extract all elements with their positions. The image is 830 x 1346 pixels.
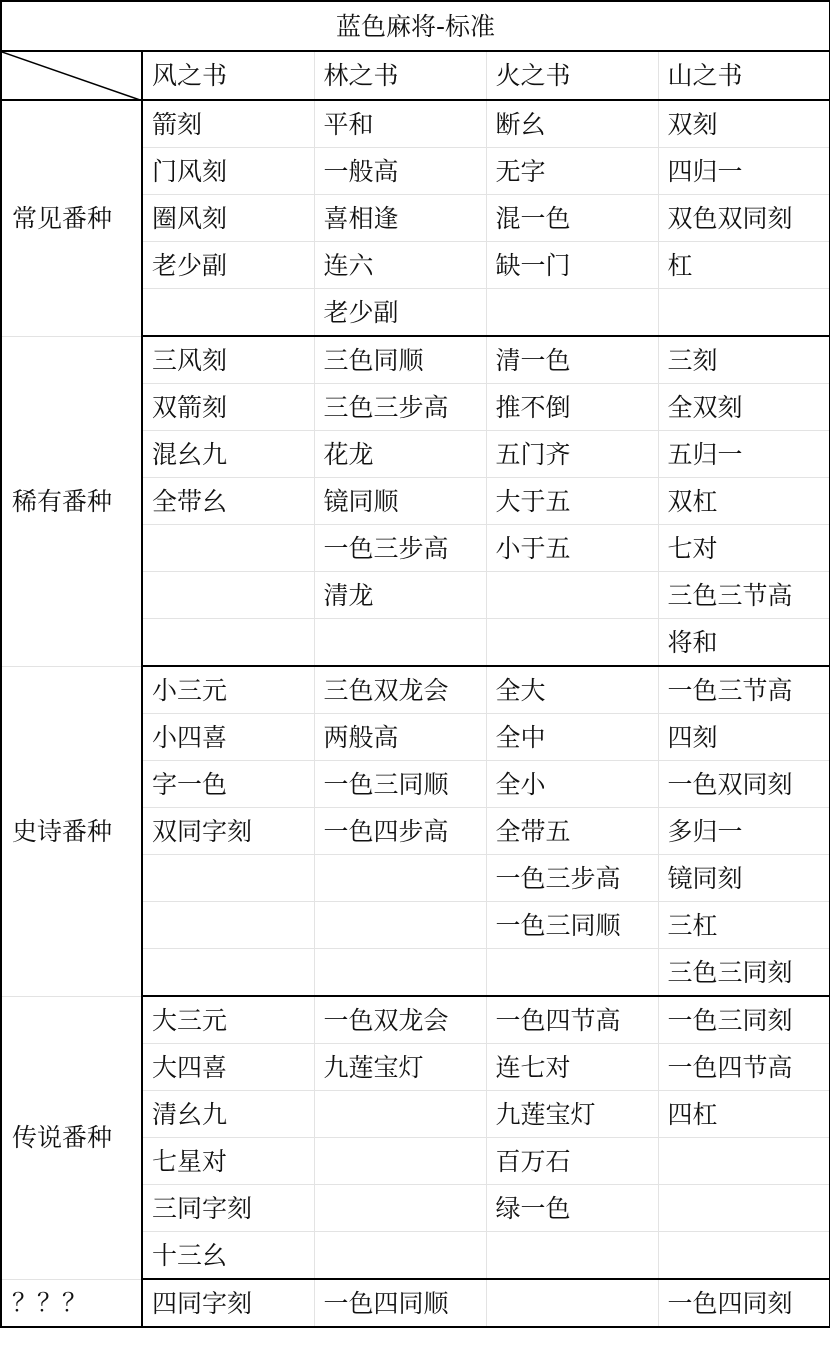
category-label: 常见番种 <box>1 100 142 336</box>
fan-cell <box>314 855 486 902</box>
fan-cell: 全中 <box>486 714 658 761</box>
fan-cell: 一般高 <box>314 148 486 195</box>
diagonal-divider <box>2 52 142 100</box>
fan-cell: 杠 <box>658 242 830 289</box>
fan-cell <box>658 1185 830 1232</box>
fan-cell: 喜相逢 <box>314 195 486 242</box>
fan-cell: 九莲宝灯 <box>314 1044 486 1091</box>
fan-cell <box>486 572 658 619</box>
fan-cell: 双刻 <box>658 100 830 148</box>
category-label: 传说番种 <box>1 996 142 1279</box>
fan-cell: 双同字刻 <box>142 808 314 855</box>
fan-cell <box>314 1185 486 1232</box>
fan-cell: 清龙 <box>314 572 486 619</box>
fan-cell: 全大 <box>486 666 658 714</box>
fan-cell: 一色四同刻 <box>658 1279 830 1327</box>
fan-cell <box>658 1138 830 1185</box>
fan-cell: 老少副 <box>142 242 314 289</box>
fan-cell: 三杠 <box>658 902 830 949</box>
fan-cell <box>142 525 314 572</box>
fan-cell: 混幺九 <box>142 431 314 478</box>
fan-cell: 一色三同顺 <box>314 761 486 808</box>
fan-cell: 断幺 <box>486 100 658 148</box>
fan-cell: 三色三节高 <box>658 572 830 619</box>
title-row <box>1 1 830 51</box>
fan-cell: 镜同顺 <box>314 478 486 525</box>
fan-cell: 两般高 <box>314 714 486 761</box>
fan-cell: 大于五 <box>486 478 658 525</box>
fan-cell <box>314 1091 486 1138</box>
fan-cell: 七对 <box>658 525 830 572</box>
fan-cell: 七星对 <box>142 1138 314 1185</box>
fan-cell <box>142 902 314 949</box>
fan-cell: 清一色 <box>486 336 658 384</box>
table-row <box>1 100 830 148</box>
fan-cell: 一色四节高 <box>658 1044 830 1091</box>
fan-cell <box>142 619 314 667</box>
fan-cell: 一色三步高 <box>486 855 658 902</box>
fan-cell <box>142 949 314 997</box>
column-header-4: 山之书 <box>658 51 830 100</box>
table-row <box>1 666 830 714</box>
fan-cell: 花龙 <box>314 431 486 478</box>
fan-cell <box>486 949 658 997</box>
fan-cell: 四同字刻 <box>142 1279 314 1327</box>
fan-cell: 门风刻 <box>142 148 314 195</box>
fan-cell: 四归一 <box>658 148 830 195</box>
fan-cell: 镜同刻 <box>658 855 830 902</box>
header-row <box>1 51 830 100</box>
fan-cell: 一色三步高 <box>314 525 486 572</box>
fan-cell: 三色三同刻 <box>658 949 830 997</box>
fan-cell: 全小 <box>486 761 658 808</box>
fan-cell: 四杠 <box>658 1091 830 1138</box>
fan-cell <box>486 1232 658 1280</box>
table-row <box>1 996 830 1044</box>
fan-cell: 一色三同顺 <box>486 902 658 949</box>
fan-cell <box>142 572 314 619</box>
fan-cell: 一色四步高 <box>314 808 486 855</box>
fan-cell: 三色同顺 <box>314 336 486 384</box>
fan-cell: 小三元 <box>142 666 314 714</box>
fan-cell: 小于五 <box>486 525 658 572</box>
corner-cell <box>1 51 142 100</box>
fan-cell: 绿一色 <box>486 1185 658 1232</box>
fan-cell: 全带五 <box>486 808 658 855</box>
fan-cell: 五归一 <box>658 431 830 478</box>
fan-cell <box>486 289 658 337</box>
fan-cell: 圈风刻 <box>142 195 314 242</box>
fan-cell: 箭刻 <box>142 100 314 148</box>
fan-cell: 三同字刻 <box>142 1185 314 1232</box>
fan-cell: 连六 <box>314 242 486 289</box>
fan-cell: 一色四节高 <box>486 996 658 1044</box>
fan-cell: 清幺九 <box>142 1091 314 1138</box>
column-header-1: 风之书 <box>142 51 314 100</box>
column-header-3: 火之书 <box>486 51 658 100</box>
fan-cell: 全双刻 <box>658 384 830 431</box>
fan-cell: 九莲宝灯 <box>486 1091 658 1138</box>
fan-cell <box>314 1232 486 1280</box>
fan-cell <box>314 1138 486 1185</box>
fan-cell: 一色四同顺 <box>314 1279 486 1327</box>
fan-cell: 缺一门 <box>486 242 658 289</box>
fan-cell: 十三幺 <box>142 1232 314 1280</box>
fan-cell: 一色三同刻 <box>658 996 830 1044</box>
table-row <box>1 1279 830 1327</box>
fan-cell: 将和 <box>658 619 830 667</box>
category-label: 稀有番种 <box>1 336 142 666</box>
fan-cell: 双箭刻 <box>142 384 314 431</box>
fan-cell: 四刻 <box>658 714 830 761</box>
fan-cell: 百万石 <box>486 1138 658 1185</box>
fan-cell: 推不倒 <box>486 384 658 431</box>
fan-cell: 三色三步高 <box>314 384 486 431</box>
fan-cell: 平和 <box>314 100 486 148</box>
fan-cell <box>486 1279 658 1327</box>
category-label: 史诗番种 <box>1 666 142 996</box>
fan-cell: 一色三节高 <box>658 666 830 714</box>
fan-cell: 无字 <box>486 148 658 195</box>
fan-cell <box>658 289 830 337</box>
fan-cell: 连七对 <box>486 1044 658 1091</box>
table-row <box>1 336 830 384</box>
fan-cell <box>314 949 486 997</box>
fan-cell: 大四喜 <box>142 1044 314 1091</box>
fan-cell: 全带幺 <box>142 478 314 525</box>
fan-cell: 大三元 <box>142 996 314 1044</box>
category-label: ？？？ <box>1 1279 142 1327</box>
fan-cell: 双色双同刻 <box>658 195 830 242</box>
fan-cell: 一色双同刻 <box>658 761 830 808</box>
fan-cell: 混一色 <box>486 195 658 242</box>
fan-cell: 多归一 <box>658 808 830 855</box>
fan-cell: 三色双龙会 <box>314 666 486 714</box>
fan-cell: 字一色 <box>142 761 314 808</box>
fan-cell <box>142 855 314 902</box>
fan-cell <box>142 289 314 337</box>
fan-cell: 一色双龙会 <box>314 996 486 1044</box>
fan-cell: 三风刻 <box>142 336 314 384</box>
fan-cell: 老少副 <box>314 289 486 337</box>
fan-cell <box>314 619 486 667</box>
fan-cell: 三刻 <box>658 336 830 384</box>
fan-cell <box>658 1232 830 1280</box>
table-title: 蓝色麻将-标准 <box>1 1 830 51</box>
fan-cell: 五门齐 <box>486 431 658 478</box>
fan-cell <box>486 619 658 667</box>
column-header-2: 林之书 <box>314 51 486 100</box>
fan-cell <box>314 902 486 949</box>
fan-cell: 小四喜 <box>142 714 314 761</box>
fan-cell: 双杠 <box>658 478 830 525</box>
